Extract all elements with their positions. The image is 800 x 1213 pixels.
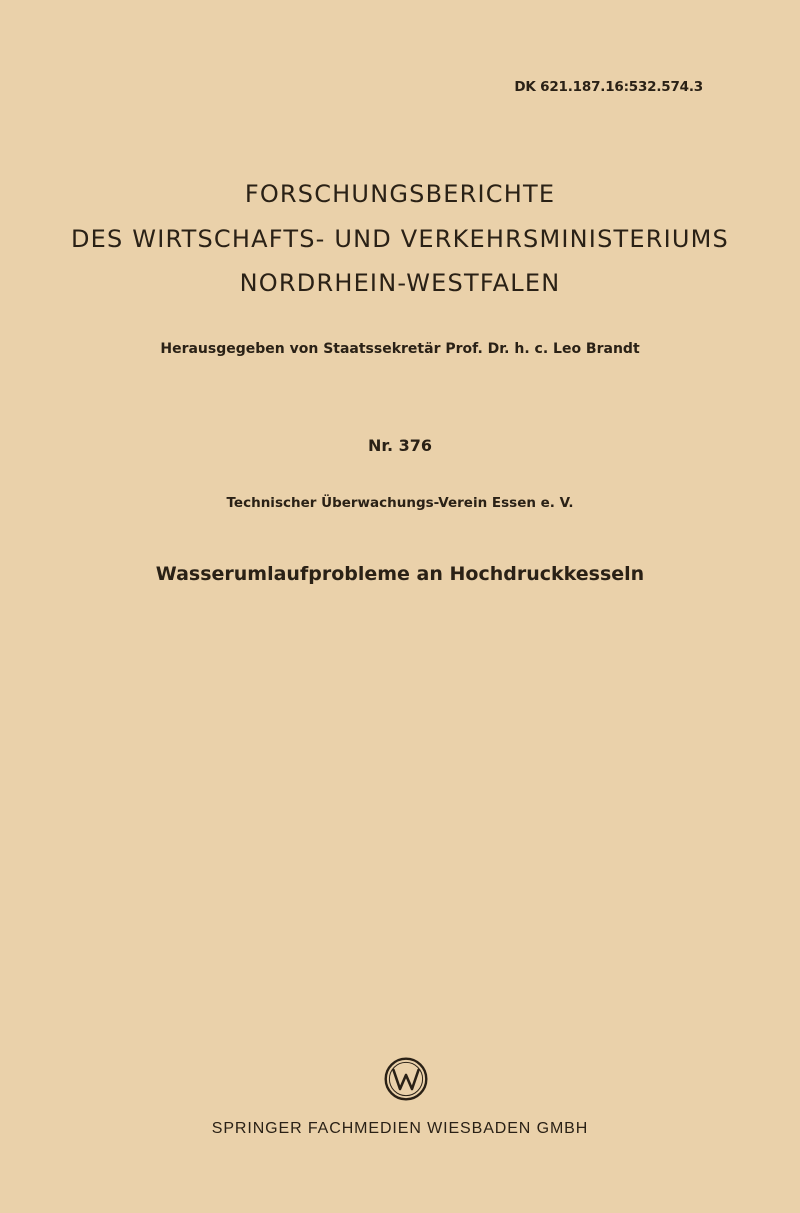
- classification-code: DK 621.187.16:532.574.3: [514, 79, 703, 95]
- series-title-line: DES WIRTSCHAFTS- UND VERKEHRSMINISTERIUMS: [70, 224, 729, 253]
- publisher: SPRINGER FACHMEDIEN WIESBADEN GMBH: [211, 1120, 589, 1137]
- report-number: Nr. 376: [367, 436, 433, 455]
- series-title-line: NORDRHEIN-WESTFALEN: [239, 269, 561, 297]
- series-title-line: FORSCHUNGSBERICHTE: [244, 180, 556, 208]
- series-title: [0, 172, 800, 306]
- author: Technischer Überwachungs-Verein Essen e. V.: [226, 495, 574, 511]
- book-title: Wasserumlaufprobleme an Hochdruckkesseln: [155, 563, 645, 585]
- editor-line: Herausgegeben von Staatssekretär Prof. Dr. h. c. Leo Brandt: [160, 341, 640, 357]
- springer-w-logo-icon: [384, 1057, 428, 1101]
